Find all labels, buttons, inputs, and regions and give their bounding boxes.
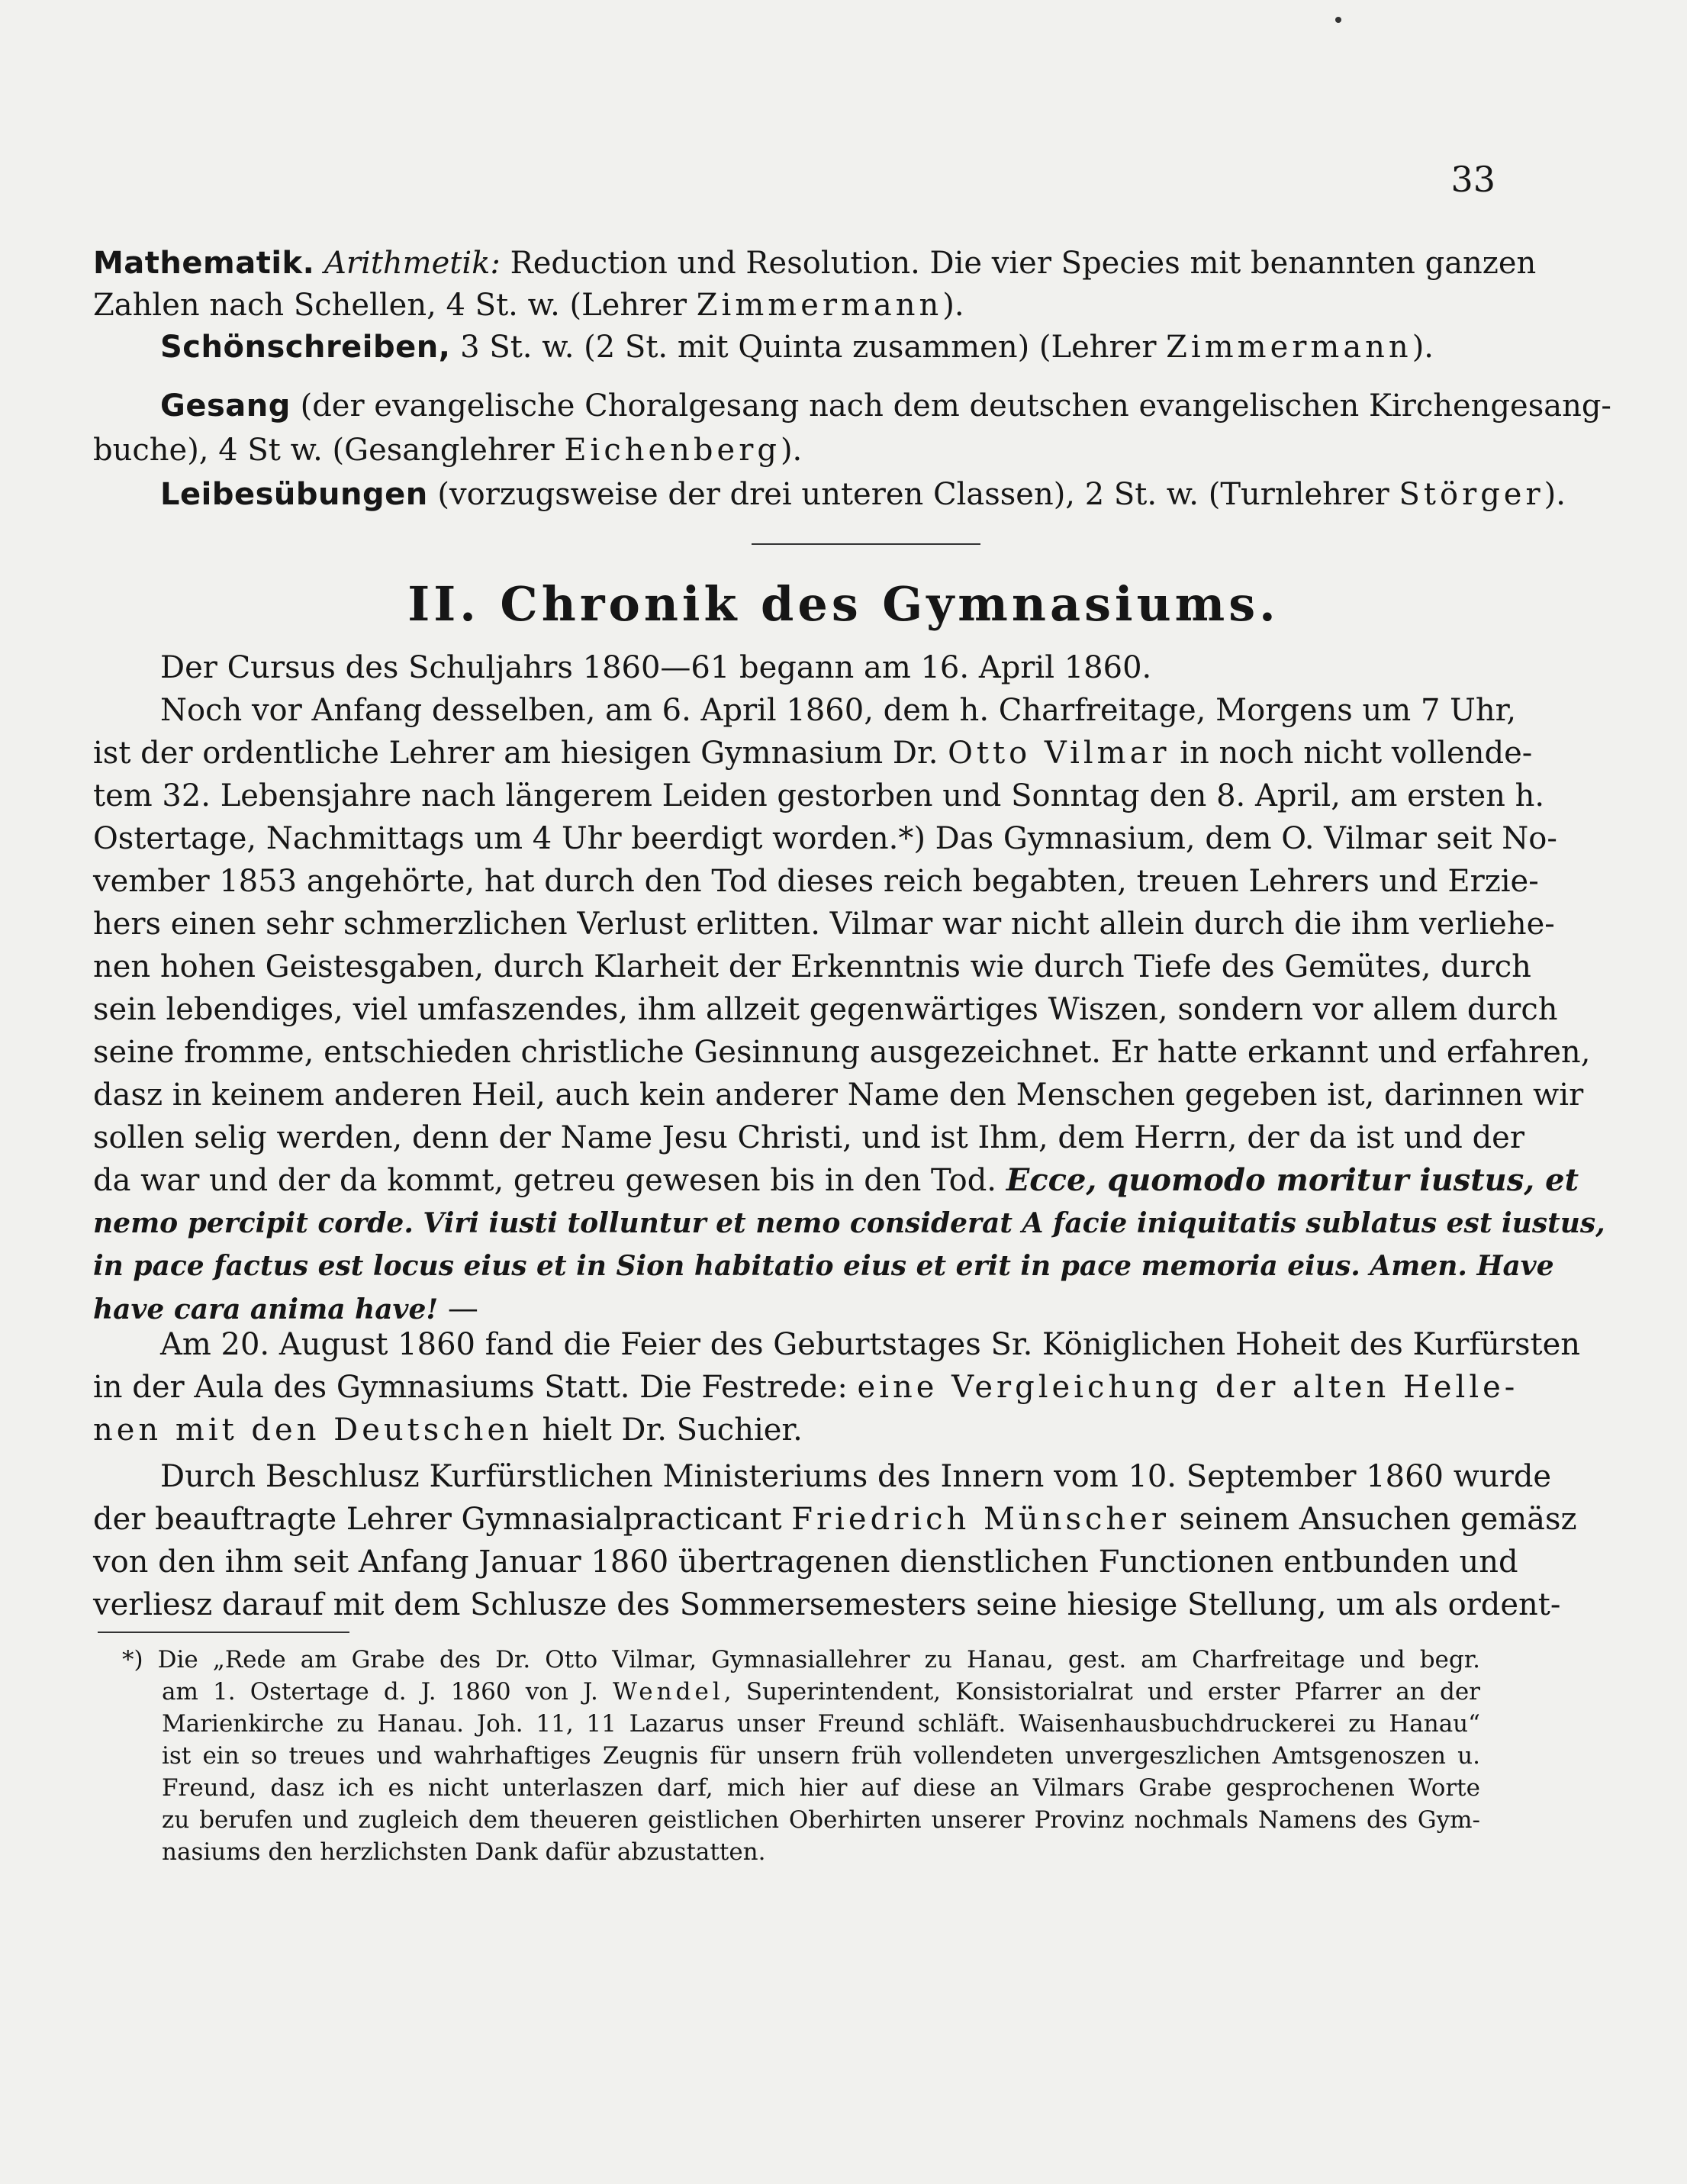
para2-line: vember 1853 angehörte, hat durch den Tod dieses reich begabten, treuen Lehrers und Erzie- — [93, 864, 1539, 899]
subject-schoenschreiben: Schönschreiben, 3 St. w. (2 St. mit Quinta zusammen) (Lehrer Zimmermann). — [160, 330, 1434, 365]
footnote-line: *) Die „Rede am Grabe des Dr. Otto Vilmar, Gymnasiallehrer zu Hanau, gest. am Charfreitage und begr. — [122, 1646, 1480, 1673]
footnote-line: zu berufen und zugleich dem theueren geistlichen Oberhirten unserer Provinz nochmals Namens des Gym- — [162, 1806, 1480, 1834]
footnote-divider — [98, 1632, 349, 1633]
para2-latin-line: nemo percipit corde. Viri iusti tolluntur et nemo considerat A facie iniquitatis sublatus est iustus, — [93, 1207, 1605, 1239]
page-number: 33 — [1450, 159, 1495, 200]
para3-line: nen mit den Deutschen hielt Dr. Suchier. — [93, 1413, 803, 1448]
subject-leibesuebungen: Leibesübungen (vorzugsweise der drei unteren Classen), 2 St. w. (Turnlehrer Störger). — [160, 477, 1566, 512]
section-heading: II. Chronik des Gymnasiums. — [407, 576, 1280, 632]
subject-gesang-cont: buche), 4 St w. (Gesanglehrer Eichenberg). — [93, 433, 803, 468]
footnote-line: am 1. Ostertage d. J. 1860 von J. Wendel, Superintendent, Konsistorialrat und erster Pfarrer an der — [162, 1678, 1480, 1706]
para2-line: tem 32. Lebensjahre nach längerem Leiden gestorben und Sonntag den 8. April, am ersten h. — [93, 778, 1545, 813]
para2-line: sein lebendiges, viel umfaszendes, ihm allzeit gegenwärtiges Wiszen, sondern vor allem durch — [93, 992, 1558, 1027]
subject-mathematik: Mathematik. Arithmetik: Reduction und Resolution. Die vier Species mit benannten ganzen — [93, 246, 1537, 281]
para2-line: hers einen sehr schmerzlichen Verlust erlitten. Vilmar war nicht allein durch die ihm verliehe- — [93, 907, 1555, 942]
section-divider — [752, 543, 980, 545]
stray-dot — [1335, 17, 1341, 23]
para2-line: ist der ordentliche Lehrer am hiesigen Gymnasium Dr. Otto Vilmar in noch nicht vollende- — [93, 736, 1533, 771]
footnote-line: Freund, dasz ich es nicht unterlaszen darf, mich hier auf diese an Vilmars Grabe gesprochenen Worte — [162, 1774, 1480, 1802]
para2-latin-line: in pace factus est locus eius et in Sion habitatio eius et erit in pace memoria eius. Amen. Have — [93, 1250, 1554, 1282]
footnote-line: nasiums den herzlichsten Dank dafür abzustatten. — [162, 1838, 766, 1866]
para4-line: Durch Beschlusz Kurfürstlichen Ministeriums des Innern vom 10. September 1860 wurde — [160, 1459, 1552, 1494]
para2-latin-line: have cara anima have! — — [93, 1291, 478, 1326]
para4-line: von den ihm seit Anfang Januar 1860 übertragenen dienstlichen Functionen entbunden und — [93, 1545, 1518, 1580]
subject-mathematik-cont: Zahlen nach Schellen, 4 St. w. (Lehrer Zimmermann). — [93, 288, 964, 323]
para2-line: Noch vor Anfang desselben, am 6. April 1860, dem h. Charfreitage, Morgens um 7 Uhr, — [160, 693, 1517, 728]
subject-gesang: Gesang (der evangelische Choralgesang nach dem deutschen evangelischen Kirchengesang- — [160, 388, 1611, 424]
footnote-line: Marienkirche zu Hanau. Joh. 11, 11 Lazarus unser Freund schläft. Waisenhausbuchdruckerei zu Hanau“ — [162, 1710, 1480, 1738]
para4-line: der beauftragte Lehrer Gymnasialpracticant Friedrich Münscher seinem Ansuchen gemäsz — [93, 1502, 1577, 1537]
para2-line: sollen selig werden, denn der Name Jesu Christi, und ist Ihm, dem Herrn, der da ist und der — [93, 1120, 1524, 1155]
para2-line: seine fromme, entschieden christliche Gesinnung ausgezeichnet. Er hatte erkannt und erfahren, — [93, 1035, 1591, 1070]
para3-line: in der Aula des Gymnasiums Statt. Die Festrede: eine Vergleichung der alten Helle- — [93, 1370, 1519, 1405]
para2-line: da war und der da kommt, getreu gewesen bis in den Tod. Ecce, quomodo moritur iustus, et — [93, 1162, 1579, 1198]
para2-line: dasz in keinem anderen Heil, auch kein anderer Name den Menschen gegeben ist, darinnen wir — [93, 1078, 1584, 1113]
para2-line: Ostertage, Nachmittags um 4 Uhr beerdigt worden.*) Das Gymnasium, dem O. Vilmar seit No- — [93, 821, 1557, 856]
footnote-line: ist ein so treues und wahrhaftiges Zeugnis für unsern früh vollendeten unvergeszlichen Amtsgenoszen u. — [162, 1742, 1480, 1770]
para1-line: Der Cursus des Schuljahrs 1860—61 begann am 16. April 1860. — [160, 650, 1152, 685]
para3-line: Am 20. August 1860 fand die Feier des Geburtstages Sr. Königlichen Hoheit des Kurfürsten — [160, 1327, 1581, 1362]
para4-line: verliesz darauf mit dem Schlusze des Sommersemesters seine hiesige Stellung, um als ordent- — [93, 1587, 1561, 1622]
para2-line: nen hohen Geistesgaben, durch Klarheit der Erkenntnis wie durch Tiefe des Gemütes, durch — [93, 949, 1531, 984]
